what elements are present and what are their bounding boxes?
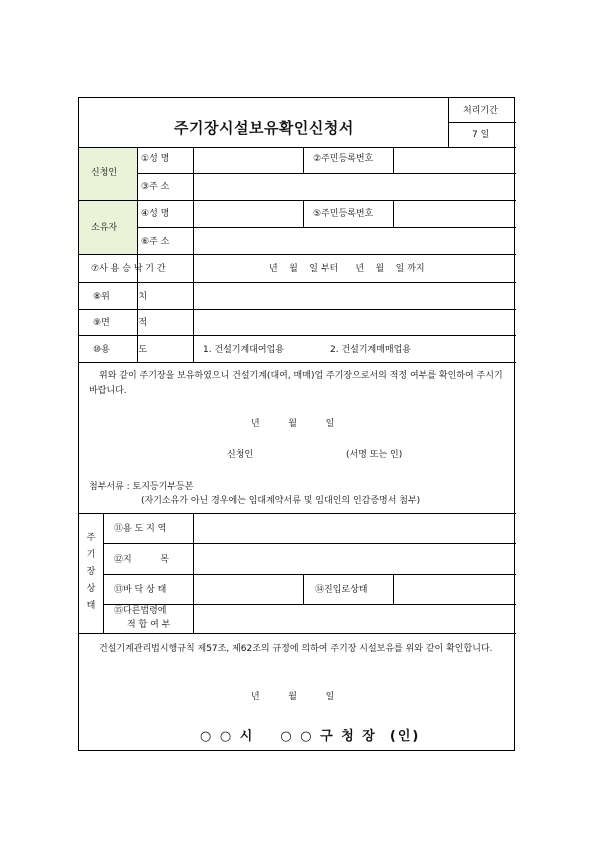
owner-address-label: ⑥주 소 <box>141 237 170 247</box>
applicant-address-field[interactable] <box>194 174 515 200</box>
usage-period-value: 년 월 일 부터 년 월 일 까지 <box>269 264 425 274</box>
zone-label: ⑪용 도 지 역 <box>114 524 167 534</box>
owner-section-label: 소유자 <box>91 223 118 233</box>
access-road-field[interactable] <box>394 575 515 603</box>
usage-period-label: ⑦사 용 승 낙 기 간 <box>91 264 166 274</box>
confirmation-date: 년 월 일 <box>251 692 335 702</box>
status-side-label: 주 기 장 상 태 <box>86 533 96 611</box>
floor-condition-field[interactable] <box>194 575 303 603</box>
processing-period-value: 7 일 <box>472 130 490 140</box>
applicant-sign-label: 신청인 <box>227 450 254 460</box>
applicant-section-label: 신청인 <box>91 168 118 178</box>
application-form <box>78 97 515 751</box>
attachments-note: (자기소유가 아닌 경우에는 임대계약서류 및 임대인의 인감증명서 첨부) <box>141 496 421 506</box>
law-compliance-label-2: 적 합 여 부 <box>127 620 171 630</box>
applicant-id-field[interactable] <box>394 148 515 173</box>
request-date: 년 월 일 <box>251 419 335 429</box>
purpose-option-rental[interactable]: 1. 건설기계대여업용 <box>203 345 285 355</box>
owner-name-field[interactable] <box>194 201 303 227</box>
applicant-name-label: ①성 명 <box>141 154 170 164</box>
location-field[interactable] <box>194 283 515 309</box>
owner-name-label: ④성 명 <box>141 209 170 219</box>
request-text: 위와 같이 주기장을 보유하였으니 건설기계(대여, 매매)업 주기장으로서의 적정 여부를 확인하여 주시기 바랍니다. <box>89 371 503 396</box>
applicant-address-label: ③주 소 <box>141 182 170 192</box>
applicant-id-label: ②주민등록번호 <box>313 154 374 164</box>
land-category-label: ⑫지 목 <box>114 555 169 565</box>
law-compliance-label-1: ⑮다른법령에 <box>114 606 167 616</box>
applicant-name-field[interactable] <box>194 148 303 173</box>
floor-condition-label: ⑬바 닥 상 태 <box>114 585 167 595</box>
purpose-label: ⑩용 도 <box>93 345 148 355</box>
purpose-option-trade[interactable]: 2. 건설기계매매업용 <box>330 345 412 355</box>
access-road-label: ⑭진입로상태 <box>315 585 368 595</box>
owner-id-field[interactable] <box>394 201 515 227</box>
zone-field[interactable] <box>194 514 515 542</box>
land-category-field[interactable] <box>194 544 515 573</box>
area-field[interactable] <box>194 310 515 335</box>
owner-address-field[interactable] <box>194 228 515 254</box>
location-label: ⑧위 치 <box>93 292 148 302</box>
processing-period-label: 처리기간 <box>463 106 498 116</box>
law-compliance-field[interactable] <box>194 605 515 633</box>
area-label: ⑨면 적 <box>93 318 148 328</box>
sign-note: (서명 또는 인) <box>346 450 403 460</box>
confirmation-text: 건설기계관리법시행규칙 제57조, 제62조의 규정에 의하여 주기장 시설보유를 위와 같이 확인합니다. <box>99 644 493 654</box>
owner-id-label: ⑤주민등록번호 <box>313 209 374 219</box>
attachments-label: 첨부서류 : 토지등기부등본 <box>89 482 194 492</box>
issuer-signature: ○ ○ 시 ○ ○ 구 청 장 (인) <box>200 729 421 744</box>
form-title: 주기장시설보유확인신청서 <box>174 119 354 137</box>
